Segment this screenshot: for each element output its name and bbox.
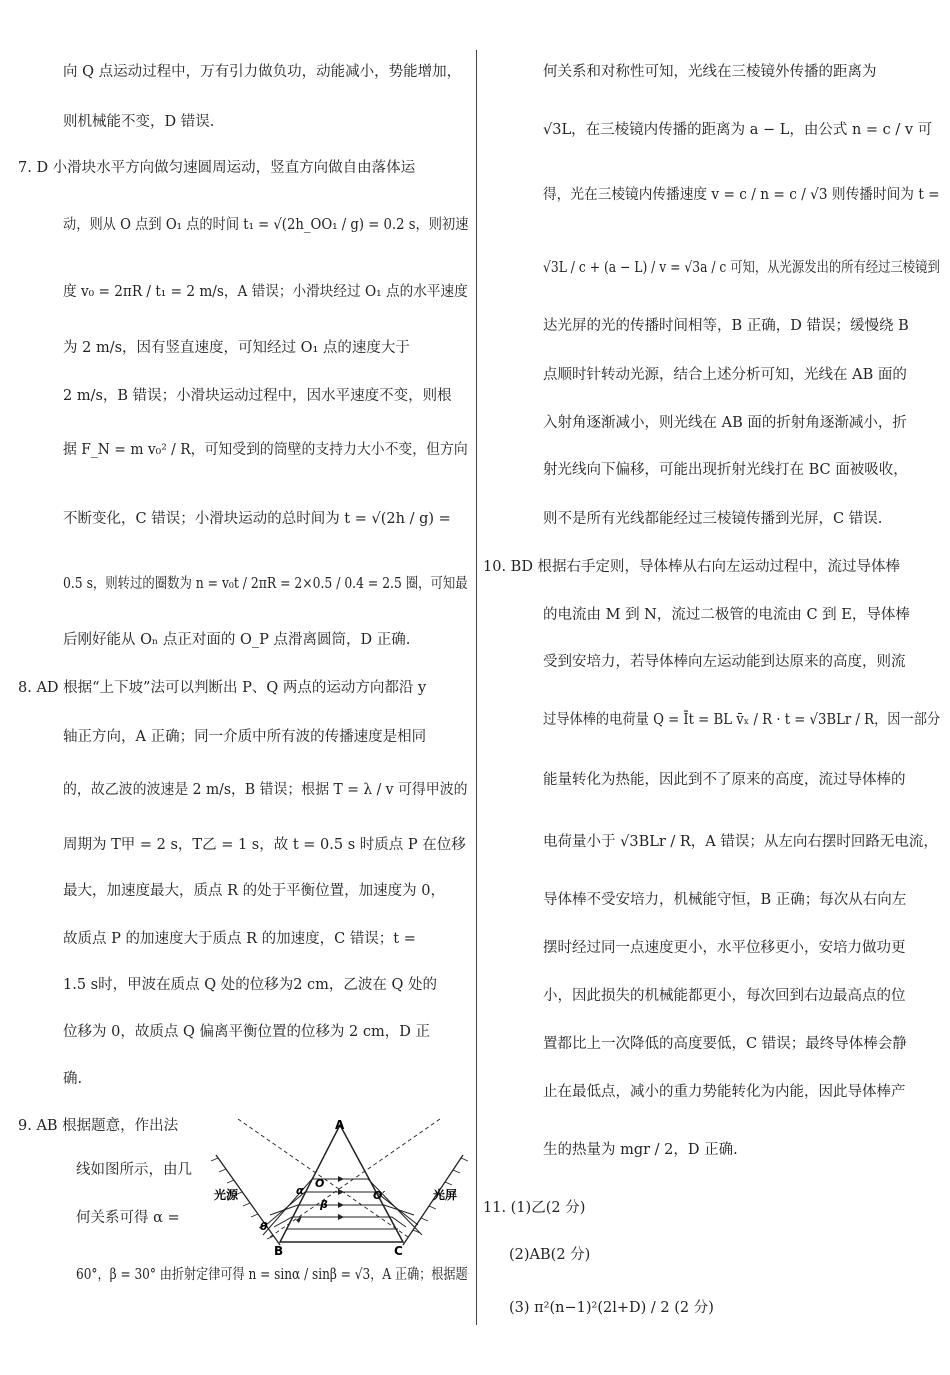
right-text-line: 能量转化为热能，因此到不了原来的高度，流过导体棒的 [543,772,906,788]
left-text-line: 位移为 0，故质点 Q 偏离平衡位置的位移为 2 cm，D 正 [63,1024,430,1040]
vertex-c-label: C [394,1244,403,1257]
right-text-line: 何关系和对称性可知，光线在三棱镜外传播的距离为 [543,64,877,80]
right-text-line: 置都比上一次降低的高度要低，C 错误；最终导体棒会静 [543,1036,907,1052]
right-text-line: 入射角逐渐减小，则光线在 AB 面的折射角逐渐减小，折 [543,415,907,431]
right-text-line: 点顺时针转动光源，结合上述分析可知，光线在 AB 面的 [543,367,907,383]
left-text-line: 2 m/s，B 错误；小滑块运动过程中，因水平速度不变，则根 [63,388,452,404]
right-text-line: 电荷量小于 √3BLr / R，A 错误；从左向右摆时回路无电流， [543,834,938,850]
o-right-label: O′ [373,1189,386,1202]
left-text-line: 的，故乙波的波速是 2 m/s，B 错误；根据 T = λ / v 可得甲波的 [63,782,468,798]
light-source-label: 光源 [214,1188,239,1202]
right-text-line: 射光线向下偏移，可能出现折射光线打在 BC 面被吸收， [543,462,908,478]
theta-label: θ [260,1220,268,1233]
left-text-line: 线如图所示，由几 [76,1162,192,1178]
right-text-line: 受到安培力，若导体棒向左运动能到达原来的高度，则流 [543,654,906,670]
right-text-line: 达光屏的光的传播时间相等，B 正确，D 错误；缓慢绕 B [543,318,909,334]
right-text-line: 10. BD 根据右手定则，导体棒从右向左运动过程中，流过导体棒 [483,559,901,575]
right-text-line: 11. (1)乙(2 分) [483,1200,586,1216]
left-text-line: 据 F_N = m v₀² / R，可知受到的筒壁的支持力大小不变，但方向 [63,442,468,458]
vertex-b-label: B [274,1244,284,1257]
left-text-line: 故质点 P 的加速度大于质点 R 的加速度，C 错误；t = [63,931,416,947]
right-text-line: √3L / c + (a − L) / v = √3a / c 可知，从光源发出的所有经过三棱镜到 [543,260,940,276]
prism-figure [208,1117,470,1257]
left-text-line: 最大，加速度最大，质点 R 的处于平衡位置，加速度为 0， [63,883,445,899]
left-text-line: 1.5 s时，甲波在质点 Q 处的位移为2 cm，乙波在 Q 处的 [63,977,438,993]
right-text-line: (3) π²(n−1)²(2l+D) / 2 (2 分) [509,1300,714,1316]
right-text-line: 过导体棒的电荷量 Q = Īt = BL v̄ₓ / R · t = √3BLr / R，因一部分 [543,712,941,728]
left-text-line: 何关系可得 α = [76,1210,180,1226]
left-text-line: 0.5 s，则转过的圈数为 n = v₀t / 2πR = 2×0.5 / 0.4 = 2.5 圈，可知最 [63,576,468,592]
left-text-line: 9. AB 根据题意，作出法 [18,1118,179,1134]
left-text-line: 轴正方向，A 正确；同一介质中所有波的传播速度是相同 [63,729,427,745]
left-text-line: 7. D 小滑块水平方向做匀速圆周运动，竖直方向做自由落体运 [18,160,416,176]
left-text-line: 为 2 m/s，因有竖直速度，可知经过 O₁ 点的速度大于 [63,340,410,356]
right-text-line: 生的热量为 mgr / 2，D 正确. [543,1142,738,1158]
left-text-line: 动，则从 O 点到 O₁ 点的时间 t₁ = √(2h_OO₁ / g) = 0.2 s，则初速 [63,217,469,233]
left-text-line: 不断变化，C 错误；小滑块运动的总时间为 t = √(2h / g) = [63,511,451,527]
left-text-line: 后刚好能从 Oₙ 点正对面的 O_P 点滑离圆筒，D 正确. [63,632,411,648]
right-text-line: 的电流由 M 到 N，流过二极管的电流由 C 到 E，导体棒 [543,607,910,623]
right-text-line: 摆时经过同一点速度更小，水平位移更小，安培力做功更 [543,940,906,956]
left-text-line: 8. AD 根据“上下坡”法可以判断出 P、Q 两点的运动方向都沿 y [18,680,427,696]
beta-label: β [320,1198,328,1211]
right-text-line: √3L，在三棱镜内传播的距离为 a − L，由公式 n = c / v 可 [543,122,933,138]
vertex-a-label: A [335,1118,345,1132]
column-divider [476,50,477,1325]
right-text-line: 则不是所有光线都能经过三棱镜传播到光屏，C 错误. [543,511,883,527]
alpha-label: α [296,1184,304,1197]
left-text-line: 向 Q 点运动过程中，万有引力做负功，动能减小，势能增加， [63,64,462,80]
left-text-line: 则机械能不变，D 错误. [63,114,215,130]
right-text-line: 导体棒不受安培力，机械能守恒，B 正确；每次从右向左 [543,892,907,908]
right-text-line: 得，光在三棱镜内传播速度 v = c / n = c / √3 则传播时间为 t = [543,187,940,203]
screen-label: 光屏 [433,1188,458,1202]
left-text-line: 确. [63,1071,83,1087]
o-left-label: O [315,1177,325,1190]
left-text-line: 度 v₀ = 2πR / t₁ = 2 m/s，A 错误；小滑块经过 O₁ 点的水平速度 [63,284,468,300]
right-text-line: 止在最低点，减小的重力势能转化为内能，因此导体棒产 [543,1084,906,1100]
right-text-line: 小，因此损失的机械能都更小，每次回到右边最高点的位 [543,988,906,1004]
left-text-line: 60°，β = 30° 由折射定律可得 n = sinα / sinβ = √3，A 正确；根据题 [76,1267,468,1283]
right-text-line: (2)AB(2 分) [509,1247,591,1263]
left-text-line: 周期为 T甲 = 2 s，T乙 = 1 s，故 t = 0.5 s 时质点 P 在位移 [63,837,466,853]
